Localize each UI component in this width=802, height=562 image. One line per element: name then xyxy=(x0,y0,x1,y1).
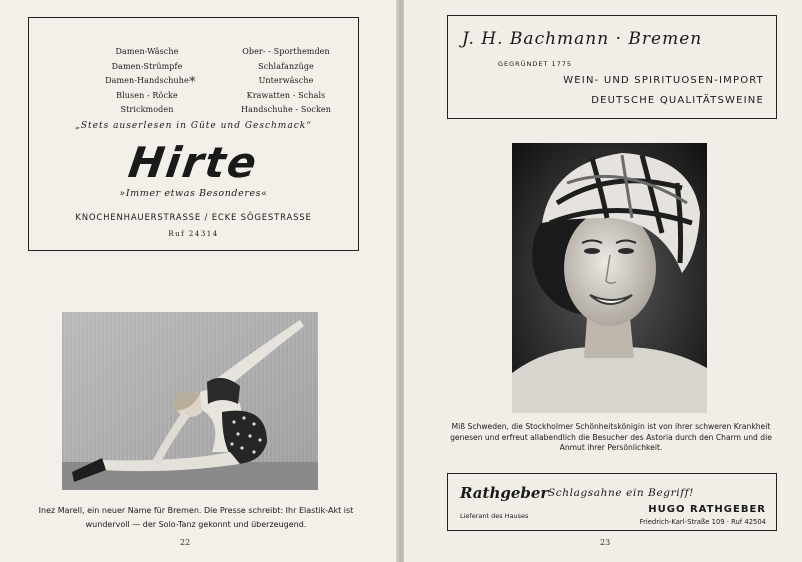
hirte-address: KNOCHENHAUERSTRASSE / ECKE SÖGESTRASSE xyxy=(75,213,312,223)
rathgeber-name: HUGO RATHGEBER xyxy=(648,504,766,515)
portrait-caption: Miß Schweden, die Stockholmer Schönheitskönigin ist von ihrer schweren Krankheit genesen und erfreut allabendlich die Besucher des Astoria durch den Charm und die Anmut ihrer Persönlichkeit. xyxy=(450,422,772,452)
bachmann-title: J. H. Bachmann · Bremen xyxy=(462,29,703,49)
rathgeber-address: Friedrich-Karl-Straße 109 · Ruf 42504 xyxy=(639,518,766,526)
portrait-photo xyxy=(512,143,707,413)
dancer-caption: Inez Marell, ein neuer Name für Bremen. Die Presse schreibt: Ihr Elastik-Akt ist wundervoll — der Solo-Tanz gekonnt und überzeugend. xyxy=(38,506,354,529)
product-item: Ober- - Sporthemden xyxy=(242,47,330,56)
product-item: Krawatten - Schals xyxy=(246,90,326,100)
asterisk-separator: * xyxy=(189,75,196,90)
product-item: Blusen - Röcke xyxy=(116,90,178,100)
product-item: Handschuhe - Socken xyxy=(241,105,331,115)
product-item: Unterwäsche xyxy=(258,76,314,86)
hirte-slogan: »Immer etwas Besonderes« xyxy=(119,188,268,199)
product-item: Damen-Strümpfe xyxy=(111,61,183,71)
page-number-left: 22 xyxy=(180,538,191,547)
dancer-photo-image xyxy=(62,312,318,490)
portrait-photo-image xyxy=(512,143,707,413)
bachmann-founded: GEGRÜNDET 1775 xyxy=(498,60,573,68)
left-page xyxy=(0,0,398,562)
product-item: Strickmoden xyxy=(120,105,174,115)
product-item: Damen-Handschuhe xyxy=(105,76,189,86)
rathgeber-slogan: Schlagsahne ein Begriff! xyxy=(548,487,694,499)
bachmann-line-2: DEUTSCHE QUALITÄTSWEINE xyxy=(591,95,764,106)
bachmann-advertisement xyxy=(447,15,777,119)
page-number-right: 23 xyxy=(600,538,611,547)
product-item: Damen-Wäsche xyxy=(115,47,179,56)
product-column-right xyxy=(226,45,346,118)
hirte-logo: Hirte xyxy=(125,138,262,187)
bachmann-line-1: WEIN- UND SPIRITUOSEN-IMPORT xyxy=(563,75,764,86)
hirte-phone: Ruf 24314 xyxy=(168,230,219,238)
rathgeber-advertisement xyxy=(447,473,777,531)
rathgeber-supplier: Lieferant des Hauses xyxy=(460,512,529,520)
product-item: Schlafanzüge xyxy=(258,61,314,71)
dancer-photo xyxy=(62,312,318,490)
hirte-motto: „Stets auserlesen in Güte und Geschmack“ xyxy=(75,121,312,131)
rathgeber-title: Rathgeber xyxy=(460,484,549,502)
hirte-advertisement xyxy=(28,17,359,251)
